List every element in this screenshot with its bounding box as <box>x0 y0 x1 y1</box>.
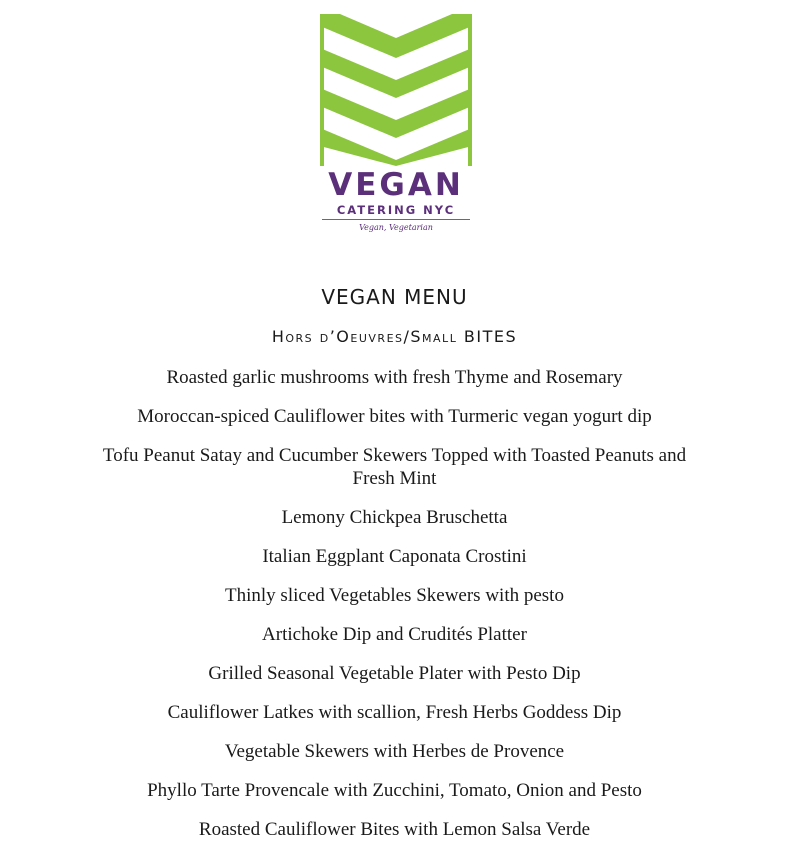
menu-item-list <box>0 366 789 857</box>
menu-item: Roasted garlic mushrooms with fresh Thyme and Rosemary <box>166 367 623 388</box>
menu-item: Vegetable Skewers with Herbes de Provence <box>224 741 565 762</box>
brand-tagline: Vegan, Vegetarian <box>359 223 433 232</box>
brand-divider <box>322 219 470 220</box>
brand-name: VEGAN <box>328 167 464 203</box>
section-title: Hors d’Oeuvres/Small BITES <box>271 327 518 346</box>
menu-item: Cauliflower Latkes with scallion, Fresh Herbs Goddess Dip <box>167 702 622 723</box>
menu-item: Tofu Peanut Satay and Cucumber Skewers Topped with Toasted Peanuts and Fresh Mint <box>102 445 687 489</box>
chevron-stripes-logo-icon <box>320 14 472 166</box>
menu-title: VEGAN MENU <box>321 285 468 309</box>
brand-subtitle: CATERING NYC <box>336 203 456 217</box>
menu-item: Phyllo Tarte Provencale with Zucchini, Tomato, Onion and Pesto <box>147 780 642 801</box>
menu-item: Artichoke Dip and Crudités Platter <box>262 624 527 645</box>
menu-item: Moroccan-spiced Cauliflower bites with Turmeric vegan yogurt dip <box>137 406 652 427</box>
logo <box>0 0 789 250</box>
menu-item: Roasted Cauliflower Bites with Lemon Salsa Verde <box>198 819 591 840</box>
menu-item: Thinly sliced Vegetables Skewers with pesto <box>225 585 564 606</box>
menu-item: Italian Eggplant Caponata Crostini <box>262 546 527 567</box>
menu-item: Lemony Chickpea Bruschetta <box>281 507 508 528</box>
menu-item: Grilled Seasonal Vegetable Plater with Pesto Dip <box>208 663 581 684</box>
